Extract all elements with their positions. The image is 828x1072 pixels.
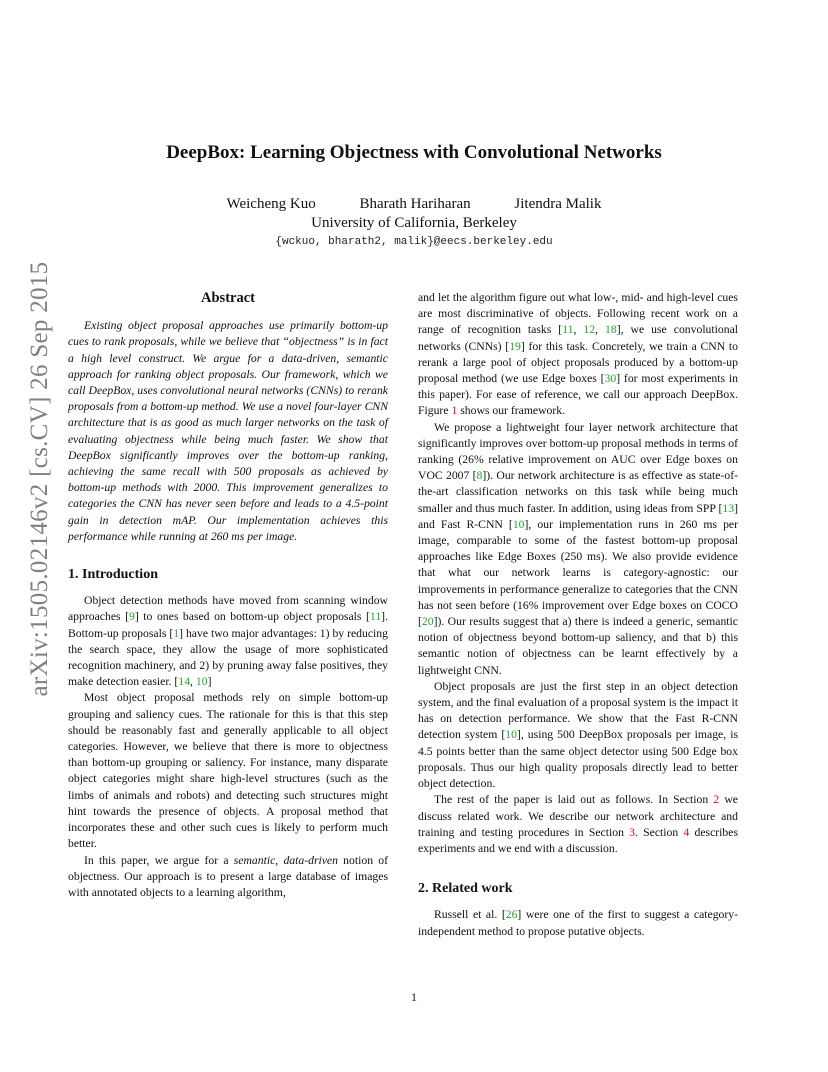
section-ref-link[interactable]: 3: [629, 825, 635, 839]
intro-paragraph-4: and let the algorithm figure out what low-, mid- and high-level cues are most discriminative of objects. Following recent work on a range of recognition tasks [11, 12, 18], we use convolutional networks (CNNs) [19] for this task. Concretely, we train a CNN to rerank a large pool of object proposals produced by a bottom-up proposal method (we use Edge boxes [30] for most experiments in this paper). For ease of reference, we call our approach DeepBox. Figure 1 shows our framework.: [418, 291, 739, 418]
intro-paragraph-3: In this paper, we argue for a semantic, data-driven notion of objectness. Our approach is to present a large database of images with annotated objects to a learning algorithm,: [68, 853, 389, 899]
page-number: 1: [411, 990, 417, 1004]
citation-link[interactable]: 10: [505, 728, 517, 742]
figure-ref-link[interactable]: 1: [451, 404, 458, 418]
citation-link[interactable]: 10: [195, 675, 208, 689]
section-ref-link[interactable]: 4: [683, 825, 690, 839]
citation-link[interactable]: 20: [421, 615, 434, 629]
author-name: Jitendra Malik: [514, 196, 602, 212]
intro-paragraph-5: We propose a lightweight four layer network architecture that significantly improves over bottom-up proposal methods in terms of ranking (26% relative improvement on AUC over Edge boxes on VOC 2007 [8]). Our network architecture is as effective as state-of-the-art classification networks on this task while being much smaller and thus much faster. In addition, using ideas from SPP [13] and Fast R-CNN [10], our implementation runs in 260 ms per image, comparable to some of the fastest bottom-up proposal approaches like Edge Boxes (250 ms). We also provide evidence that what our network learns is category-agnostic: our improvements in performance generalize to categories that the CNN has not seen before (16% improvement over Edge boxes on COCO [20]). Our results suggest that a) there is indeed a generic, semantic notion of objectness beyond bottom-up saliency, and that b) this semantic notion of objectness can be learnt effectively by a lightweight CNN.: [418, 420, 738, 677]
affiliation: University of California, Berkeley: [311, 215, 517, 231]
paper-title: DeepBox: Learning Objectness with Convolutional Networks: [166, 142, 662, 163]
citation-link[interactable]: 9: [129, 610, 135, 624]
author-email: {wckuo, bharath2, malik}@eecs.berkeley.edu: [275, 236, 553, 248]
citation-link[interactable]: 14: [178, 675, 191, 689]
related-paragraph-1: Russell et al. [26] were one of the first to suggest a category-independent method to propose putative objects.: [418, 908, 739, 938]
arxiv-stamp: [20, 261, 60, 697]
author-name: Bharath Hariharan: [359, 196, 471, 212]
citation-link[interactable]: 30: [604, 372, 617, 386]
citation-link[interactable]: 11: [369, 610, 382, 624]
citation-link[interactable]: 10: [512, 517, 525, 531]
abstract-heading: Abstract: [201, 290, 255, 306]
citation-link[interactable]: 13: [722, 501, 735, 515]
section-heading-introduction: 1. Introduction: [68, 567, 158, 583]
citation-link[interactable]: 1: [173, 626, 180, 640]
citation-link[interactable]: 8: [476, 469, 483, 483]
intro-paragraph-7: The rest of the paper is laid out as follows. In Section 2 we discuss related work. We describe our network architecture and training and testing procedures in Section 3. Section 4 describes experiments and we end with a discussion.: [418, 793, 738, 855]
author-list: [0, 196, 828, 213]
citation-link[interactable]: 19: [509, 339, 521, 353]
citation-link[interactable]: 12: [583, 323, 596, 337]
intro-paragraph-2: Most object proposal methods rely on simple bottom-up grouping and saliency cues. The rationale for this is that this step should be reasonably fast and generally applicable to all object categories. However, we believe that there is more to objectness than bottom-up grouping or saliency. For instance, many disparate object categories might share high-level structures (such as the limbs of animals and robots) and detecting such structures might hint towards the presence of objects. A proposal method that incorporates these and other such cues is likely to perform much better.: [68, 691, 388, 851]
section-heading-related-work: 2. Related work: [418, 881, 513, 897]
citation-link[interactable]: 26: [505, 908, 518, 922]
intro-paragraph-6: Object proposals are just the first step in an object detection system, and the final evaluation of a proposal system is the impact it has on detection performance. We show that the Fast R-CNN detection system [10], using 500 DeepBox proposals per image, is 4.5 points better than the same object detector using 500 Edge box proposals. Thus our high quality proposals directly lead to better object detection.: [418, 679, 738, 791]
arxiv-stamp-text: arXiv:1505.02146v2 [cs.CV] 26 Sep 2015: [26, 261, 53, 697]
left-column: [68, 290, 388, 901]
author-name: Weicheng Kuo: [226, 196, 316, 212]
intro-paragraph-1: Object detection methods have moved from scanning window approaches [9] to ones based on bottom-up object proposals [11]. Bottom-up proposals [1] have two major advantages: 1) by reducing the search space, they allow the usage of more sophisticated recognition machinery, and 2) by pruning away false positives, they make detection easier. [14, 10]: [68, 594, 388, 689]
citation-link[interactable]: 18: [605, 323, 617, 337]
abstract-text: Existing object proposal approaches use primarily bottom-up cues to rank proposals, while we believe that “objectness” is in fact a high level construct. We argue for a data-driven, semantic approach for ranking object proposals. Our framework, which we call DeepBox, uses convolutional neural networks (CNNs) to rerank proposals from a bottom-up method. We use a novel four-layer CNN architecture that is as good as much larger networks on the task of evaluating objectness while being much faster. We show that DeepBox significantly improves over the bottom-up ranking, achieving the same recall with 500 proposals as achieved by bottom-up methods with 2000. This improvement generalizes to categories the CNN has never seen before and leads to a 4.5-point gain in detection mAP. Our implementation achieves this performance while running at 260 ms per image.: [68, 319, 388, 543]
citation-link[interactable]: 11: [562, 323, 574, 337]
section-ref-link[interactable]: 2: [713, 793, 720, 807]
right-column: [418, 290, 738, 940]
